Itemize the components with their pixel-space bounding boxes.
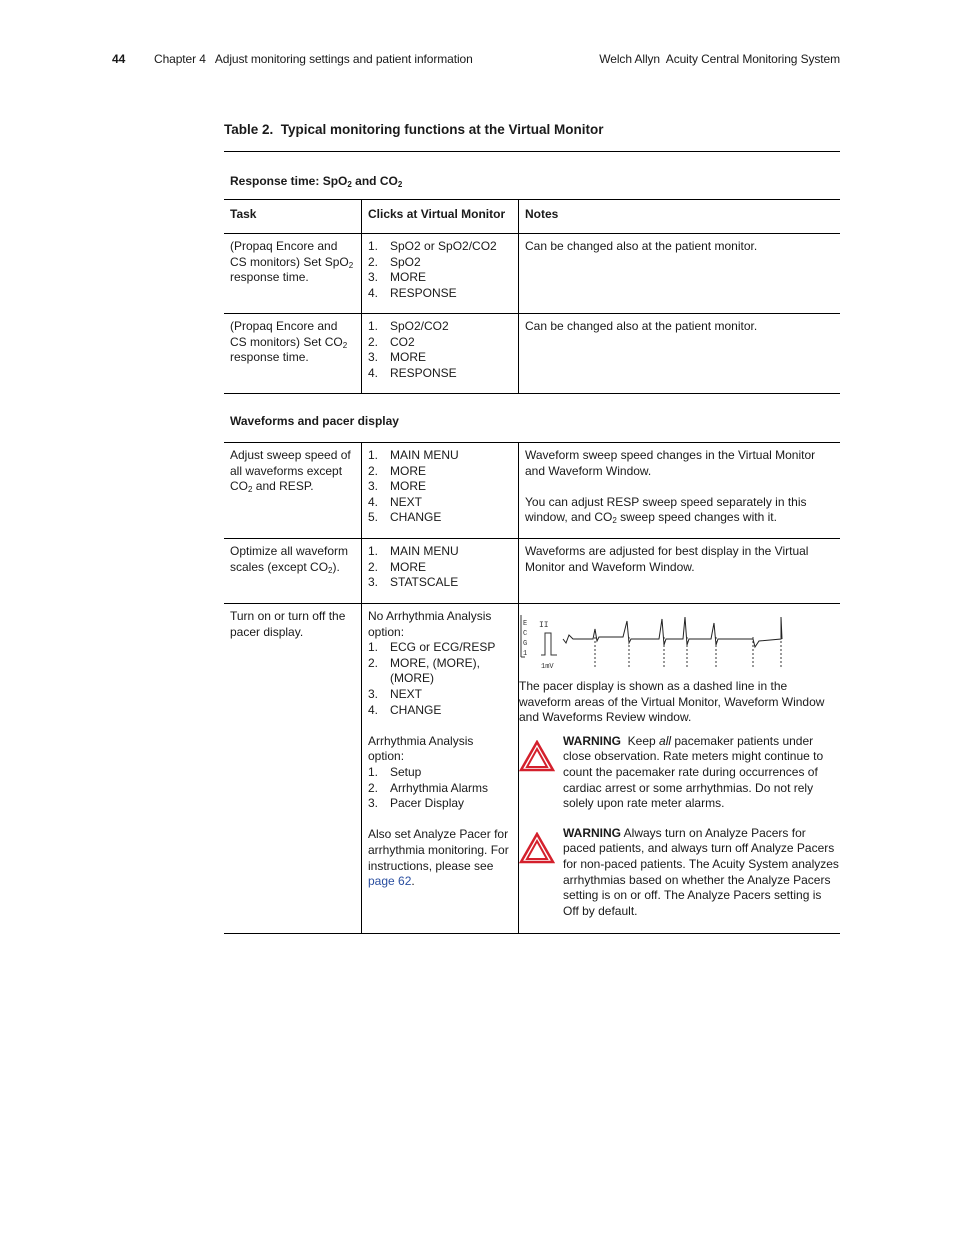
section-heading: Waveforms and pacer display xyxy=(230,414,399,428)
svg-text:1mV: 1mV xyxy=(541,663,554,671)
step-item: 1. ECG or ECG/RESP xyxy=(368,640,496,655)
section-heading: Response time: SpO$_2$ and $CO_2$ xyxy=(230,174,403,189)
warning-triangle-icon xyxy=(519,826,563,920)
page-link[interactable]: page 62 xyxy=(368,874,412,889)
step-item: 4. NEXT xyxy=(368,494,423,509)
table-row xyxy=(224,539,840,604)
option-heading: Arrhythmia Analysis option: xyxy=(368,733,474,764)
note-paragraph: Waveform sweep speed changes in the Virtual Monitor and Waveform Window. xyxy=(525,448,816,478)
step-item: 1. MAIN MENU xyxy=(368,448,459,462)
monitoring-table xyxy=(224,151,840,934)
header-task: Task xyxy=(224,200,362,233)
step-item: 3. Pacer Display xyxy=(368,796,465,811)
warning-text: WARNING Keep all pacemaker patients under close observation. Rate meters might continue to count the pacemaker rate during occurrences of cardiac arrest or some arrhythmias. Do not rely solely upon rate meter alarms. xyxy=(563,733,824,811)
step-item: 1. MAIN MENU xyxy=(368,544,459,558)
warning-triangle-icon xyxy=(519,734,563,812)
clicks-cell xyxy=(362,604,519,933)
instructions-text: Also set Analyze Pacer for arrhythmia monitoring. For instructions, please see page 62. xyxy=(368,827,509,889)
notes-cell: Can be changed also at the patient monitor. xyxy=(525,319,758,333)
step-item: 3. STATSCALE xyxy=(368,575,459,590)
task-cell: (Propaq Encore and CS monitors) Set $CO_2$ response time. xyxy=(224,314,362,393)
section-response-time xyxy=(224,152,840,200)
svg-text:E: E xyxy=(523,620,528,628)
step-item: 1. SpO2 or SpO2/CO2 xyxy=(368,239,497,253)
step-item: 5. CHANGE xyxy=(368,510,442,525)
step-item: 2. CO2 xyxy=(368,334,415,349)
warning-block xyxy=(519,826,840,920)
clicks-cell xyxy=(362,314,519,393)
clicks-cell xyxy=(362,443,519,538)
product-title: Welch Allyn Acuity Central Monitoring System xyxy=(599,52,840,66)
svg-text:1: 1 xyxy=(523,650,528,658)
notes-cell xyxy=(519,604,840,933)
table-title: Table 2. Typical monitoring functions at the Virtual Monitor xyxy=(224,122,604,137)
step-item: 2. MORE xyxy=(368,559,426,574)
svg-text:G: G xyxy=(523,640,528,648)
chapter-title: Chapter 4 Adjust monitoring settings and patient information xyxy=(154,52,473,66)
task-cell: Optimize all waveform scales (except $CO_2$). xyxy=(224,539,362,603)
step-item: 3. MORE xyxy=(368,270,426,285)
svg-text:C: C xyxy=(523,630,528,638)
header-clicks: Clicks at Virtual Monitor xyxy=(362,200,519,233)
step-item: 2. MORE, (MORE), (MORE) xyxy=(368,655,480,686)
table-row xyxy=(224,443,840,539)
step-item: 1. Setup xyxy=(368,764,422,779)
step-item: 2. SpO2 xyxy=(368,254,421,269)
clicks-cell xyxy=(362,234,519,313)
clicks-cell xyxy=(362,539,519,603)
header-notes: Notes xyxy=(525,207,559,221)
table-row xyxy=(224,604,840,934)
step-item: 4. CHANGE xyxy=(368,702,442,717)
note-paragraph: You can adjust RESP sweep speed separately in this window, and $CO_2$ sweep speed changes with it. xyxy=(525,494,807,526)
pacer-waveform-image xyxy=(519,609,789,671)
task-cell: (Propaq Encore and CS monitors) Set SpO$_2$ response time. xyxy=(224,234,362,313)
notes-cell: Waveforms are adjusted for best display in the Virtual Monitor and Waveform Window. xyxy=(525,544,809,574)
task-cell: Adjust sweep speed of all waveforms except $CO_2$ and RESP. xyxy=(224,443,362,538)
table-row xyxy=(224,234,840,314)
step-item: 4. RESPONSE xyxy=(368,365,457,380)
option-heading: No Arrhythmia Analysis option: xyxy=(368,609,492,639)
step-item: 3. NEXT xyxy=(368,686,423,701)
task-cell: Turn on or turn off the pacer display. xyxy=(224,604,362,933)
step-item: 3. MORE xyxy=(368,479,426,494)
step-item: 2. MORE xyxy=(368,463,426,478)
step-item: 3. MORE xyxy=(368,350,426,365)
svg-text:II: II xyxy=(539,621,549,630)
step-item: 2. Arrhythmia Alarms xyxy=(368,780,489,795)
section-waveforms xyxy=(224,394,840,443)
table-header-row xyxy=(224,200,840,234)
pacer-note: The pacer display is shown as a dashed line in the waveform areas of the Virtual Monitor, Waveform Window and Waveforms Review window. xyxy=(519,679,825,725)
notes-cell: Can be changed also at the patient monitor. xyxy=(525,239,758,253)
step-item: 1. SpO2/CO2 xyxy=(368,319,449,333)
notes-cell xyxy=(519,443,840,538)
warning-block xyxy=(519,734,840,812)
page-number: 44 xyxy=(112,52,126,66)
step-item: 4. RESPONSE xyxy=(368,285,457,300)
table-row xyxy=(224,314,840,394)
warning-text: WARNING Always turn on Analyze Pacers for paced patients, and always turn off Analyze Pacers for non-paced patients. The Acuity System analyzes arrhythmias based on whether the Analyze Pacers setting is on or off. The Analyze Pacers setting is Off by default. xyxy=(563,825,839,918)
